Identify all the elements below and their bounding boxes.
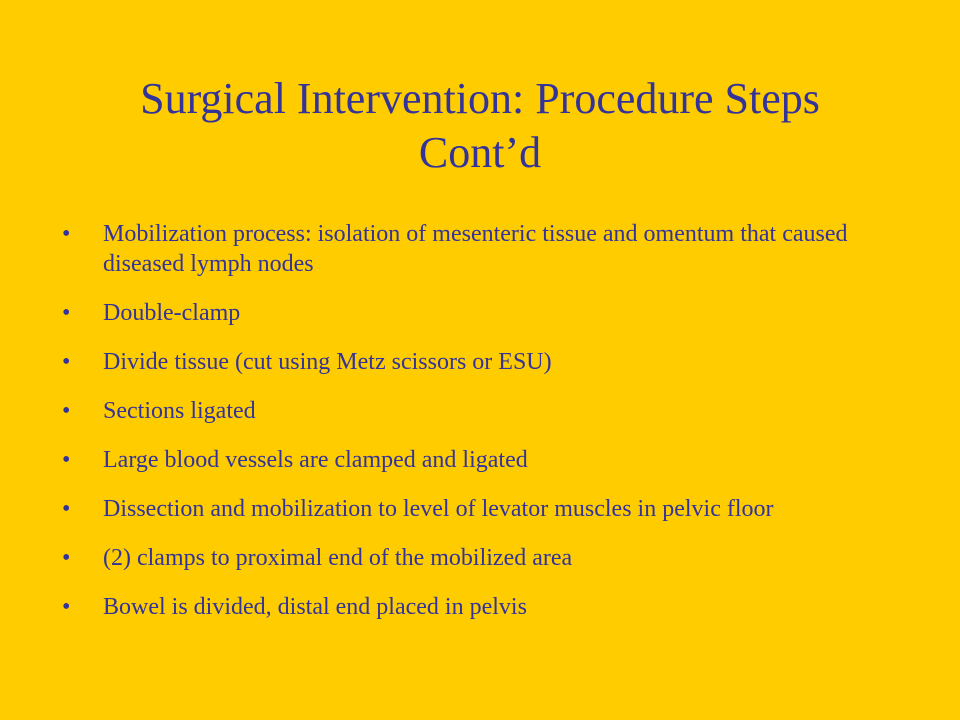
bullet-item bbox=[62, 347, 872, 377]
bullet-text: Mobilization process: isolation of mesenteric tissue and omentum that caused diseased lymph nodes bbox=[103, 221, 848, 277]
bullet-text: Dissection and mobilization to level of levator muscles in pelvic floor bbox=[103, 496, 774, 522]
bullet-text: Divide tissue (cut using Metz scissors or ESU) bbox=[103, 349, 552, 375]
bullet-item bbox=[62, 543, 872, 573]
bullet-dot-icon: • bbox=[62, 447, 71, 473]
bullet-item bbox=[62, 298, 872, 328]
bullet-item bbox=[62, 494, 872, 524]
bullet-item bbox=[62, 592, 872, 622]
bullet-text: Sections ligated bbox=[103, 398, 256, 424]
slide-title bbox=[60, 72, 900, 180]
bullet-item bbox=[62, 219, 872, 279]
bullet-dot-icon: • bbox=[62, 398, 71, 424]
bullet-dot-icon: • bbox=[62, 300, 71, 326]
bullet-text: Large blood vessels are clamped and ligated bbox=[103, 447, 528, 473]
bullet-item bbox=[62, 445, 872, 475]
bullet-text: Bowel is divided, distal end placed in pelvis bbox=[103, 594, 527, 620]
slide-title-line-1: Surgical Intervention: Procedure Steps bbox=[140, 74, 820, 123]
bullet-text: (2) clamps to proximal end of the mobilized area bbox=[103, 545, 573, 571]
bullet-dot-icon: • bbox=[62, 594, 71, 620]
bullet-dot-icon: • bbox=[62, 221, 71, 247]
bullet-item bbox=[62, 396, 872, 426]
bullet-dot-icon: • bbox=[62, 496, 71, 522]
bullet-dot-icon: • bbox=[62, 545, 71, 571]
slide-title-line-2: Cont’d bbox=[418, 128, 542, 177]
bullet-list bbox=[62, 219, 872, 641]
bullet-dot-icon: • bbox=[62, 349, 71, 375]
bullet-text: Double-clamp bbox=[103, 300, 241, 326]
